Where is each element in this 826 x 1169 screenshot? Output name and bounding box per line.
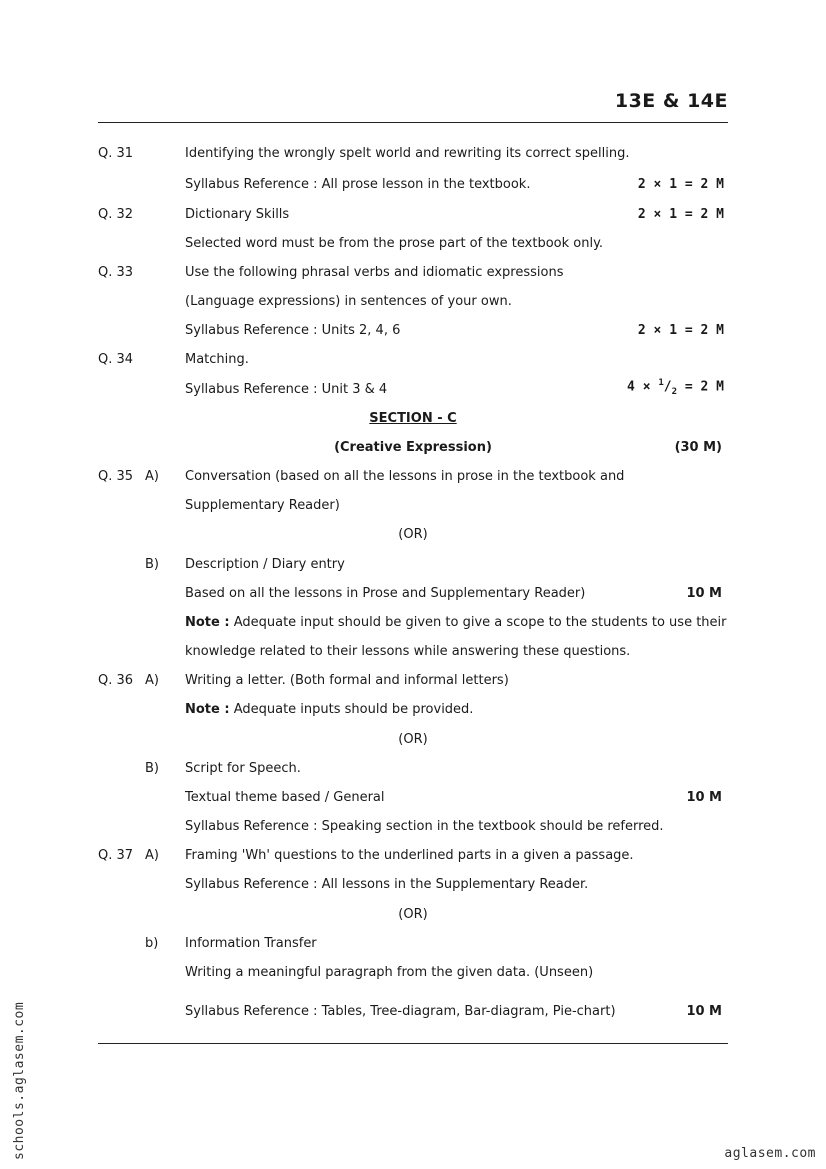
option-label: A) (145, 848, 159, 863)
syllabus-reference: Syllabus Reference : Tables, Tree-diagram, Bar-diagram, Pie-chart) (185, 1004, 616, 1019)
question-number: Q. 31 (98, 146, 134, 161)
question-text: Writing a meaningful paragraph from the given data. (Unseen) (185, 965, 594, 980)
section-marks: (30 M) (674, 440, 722, 455)
syllabus-reference: Syllabus Reference : Speaking section in the textbook should be referred. (185, 819, 664, 834)
question-number: Q. 36 (98, 673, 134, 688)
marks: 10 M (686, 586, 722, 601)
question-number: Q. 32 (98, 207, 134, 222)
marks: $4 \times ^1/_2 = 2$ M (627, 378, 724, 397)
marks: 2 × 1 = 2 M (637, 177, 724, 192)
note: Note : Adequate input should be given to give a scope to the students to use their (185, 615, 727, 630)
option-label: B) (145, 557, 159, 572)
marks: 2 × 1 = 2 M (637, 207, 724, 222)
syllabus-reference: Syllabus Reference : Unit 3 & 4 (185, 382, 388, 397)
bottom-rule (98, 1043, 728, 1044)
bottom-watermark: aglasem.com (724, 1146, 816, 1161)
side-watermark: schools.aglasem.com (12, 1001, 27, 1160)
option-label: A) (145, 673, 159, 688)
section-heading: SECTION - C (369, 411, 457, 426)
note-continued: knowledge related to their lessons while answering these questions. (185, 644, 631, 659)
question-text: Textual theme based / General (185, 790, 385, 805)
question-number: Q. 34 (98, 352, 134, 367)
question-number: Q. 35 (98, 469, 134, 484)
question-text: Identifying the wrongly spelt world and rewriting its correct spelling. (185, 146, 630, 161)
marks: 10 M (686, 790, 722, 805)
syllabus-reference: Syllabus Reference : Units 2, 4, 6 (185, 323, 401, 338)
question-text: Framing 'Wh' questions to the underlined parts in a given a passage. (185, 848, 634, 863)
question-text: Description / Diary entry (185, 557, 345, 572)
or-separator: (OR) (398, 527, 428, 542)
question-note: Selected word must be from the prose part of the textbook only. (185, 236, 604, 251)
question-text: Use the following phrasal verbs and idiomatic expressions (185, 265, 564, 280)
option-label: A) (145, 469, 159, 484)
page-code: 13E & 14E (614, 90, 728, 112)
marks: 10 M (686, 1004, 722, 1019)
question-text: Writing a letter. (Both formal and informal letters) (185, 673, 509, 688)
option-label: B) (145, 761, 159, 776)
question-text: Matching. (185, 352, 249, 367)
syllabus-reference: Syllabus Reference : All prose lesson in the textbook. (185, 177, 531, 192)
question-text: Supplementary Reader) (185, 498, 340, 513)
or-separator: (OR) (398, 732, 428, 747)
note: Note : Adequate inputs should be provided. (185, 702, 474, 717)
question-text: Script for Speech. (185, 761, 301, 776)
or-separator: (OR) (398, 907, 428, 922)
question-text: Based on all the lessons in Prose and Supplementary Reader) (185, 586, 586, 601)
question-text: Conversation (based on all the lessons in prose in the textbook and (185, 469, 625, 484)
top-rule (98, 122, 728, 123)
question-text: Dictionary Skills (185, 207, 290, 222)
section-subheading: (Creative Expression) (334, 440, 492, 455)
question-text: (Language expressions) in sentences of your own. (185, 294, 512, 309)
question-text: Information Transfer (185, 936, 317, 951)
syllabus-reference: Syllabus Reference : All lessons in the Supplementary Reader. (185, 877, 589, 892)
option-label: b) (145, 936, 159, 951)
question-number: Q. 33 (98, 265, 134, 280)
marks: 2 × 1 = 2 M (637, 323, 724, 338)
question-number: Q. 37 (98, 848, 134, 863)
